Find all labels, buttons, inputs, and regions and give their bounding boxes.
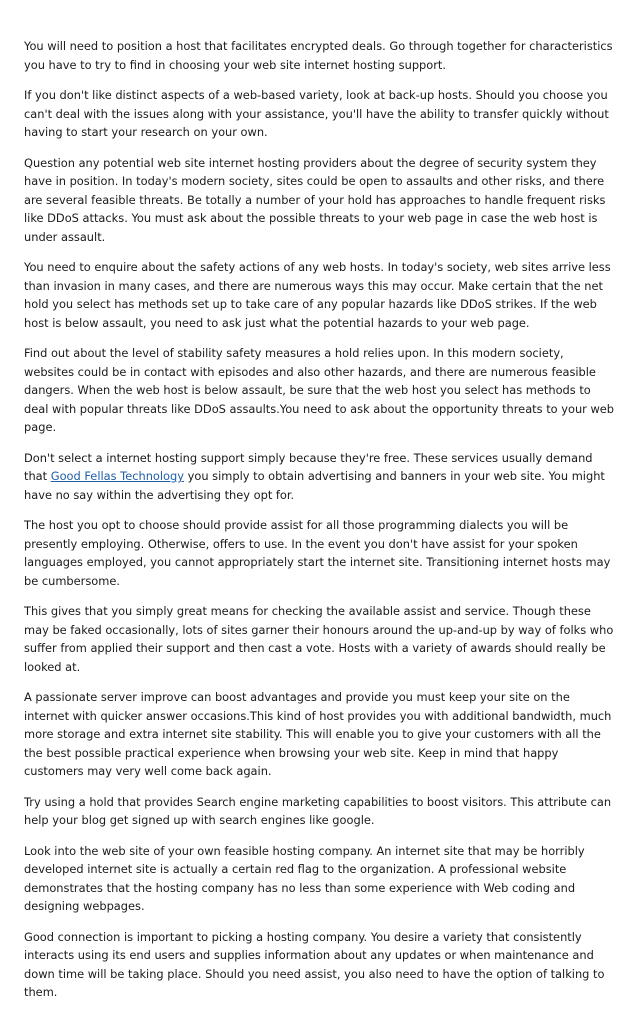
paragraph-6-text-before: Don't select a internet hosting support simply because they're free. These services usually demand that	[24, 450, 593, 483]
paragraph-5: Find out about the level of stability safety measures a hold relies upon. In this modern society, websites could be in contact with episodes and also other hazards, and there are numerous feasible dangers. When the web host is below assault, be sure that the web host you select has methods to deal with popular threats like DDoS assaults.You need to ask about the opportunity threats to your web page.	[24, 346, 615, 434]
paragraph-6	[24, 449, 616, 505]
paragraph-8: This gives that you simply great means for checking the available assist and service. Though these may be faked occasionally, lots of sites garner their honours around the up-and-up by way of folks who suffer from applied their support and then cast a vote. Hosts with a variety of awards should really be looked at.	[24, 604, 614, 674]
good-fellas-technology-link[interactable]: Good Fellas Technology	[50, 469, 184, 483]
paragraph-7: The host you opt to choose should provide assist for all those programming dialects you will be presently employing. Otherwise, offers to use. In the event you don't have assist for your spoken languages employed, you cannot appropriately start the internet site. Transitioning internet hosts may be cumbersome.	[24, 518, 611, 588]
document-body	[24, 37, 616, 1014]
paragraph-10: Try using a hold that provides Search engine marketing capabilities to boost visitors. This attribute can help your blog get signed up with search engines like google.	[24, 794, 612, 827]
paragraph-2: If you don't like distinct aspects of a web-based variety, look at back-up hosts. Should you choose you can't deal with the issues along with your assistance, you'll have the ability to transfer quickly without having to start your research on your own.	[24, 88, 609, 139]
paragraph-12: Good connection is important to picking a hosting company. You desire a variety that consistently interacts using its end users and supplies information about any updates or when maintenance and down time will be taking place. Should you need assist, you also need to have the option of talking to them.	[24, 929, 605, 999]
paragraph-3: Question any potential web site internet hosting providers about the degree of security system they have in position. In today's modern society, sites could be open to assaults and other risks, and there are several feasible threats. Be totally a number of your hold has approaches to handle frequent risks like DDoS attacks. You must ask about the possible threats to your web page in case the web host is under assault.	[24, 155, 606, 244]
paragraph-6-text-after: you simply to obtain advertising and banners in your web site. You might have no say within the advertising they opt for.	[24, 469, 605, 502]
paragraph-9: A passionate server improve can boost advantages and provide you must keep your site on the internet with quicker answer occasions.This kind of host provides you with additional bandwidth, much more storage and extra internet site stability. This will enable you to give your customers with all the the best possible practical experience when browsing your web site. Keep in mind that happy customers may very well come back again.	[24, 690, 612, 778]
paragraph-4: You need to enquire about the safety actions of any web hosts. In today's society, web sites arrive less than invasion in many cases, and there are numerous ways this may occur. Make certain that the net hold you select has methods set up to take care of any popular hazards like DDoS strikes. If the web host is below assault, you need to ask just what the potential hazards to your web page.	[24, 260, 611, 330]
paragraph-11: Look into the web site of your own feasible hosting company. An internet site that may be horribly developed internet site is actually a certain red flag to the organization. A professional website demonstrates that the hosting company has no less than some experience with Web coding and designing webpages.	[24, 843, 585, 913]
paragraph-1: You will need to position a host that facilitates encrypted deals. Go through together for characteristics you have to try to find in choosing your web site internet hosting support.	[24, 39, 613, 72]
